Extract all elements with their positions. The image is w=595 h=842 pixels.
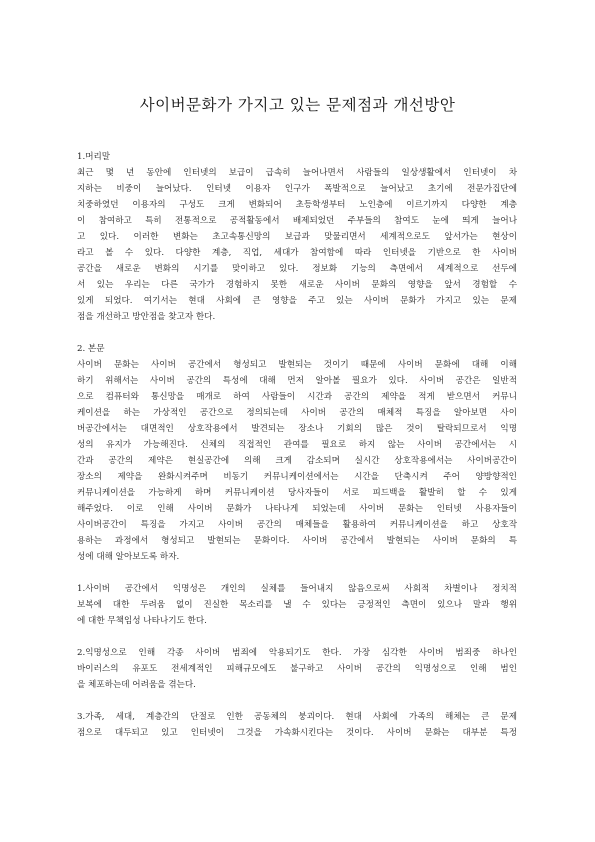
intro-line: 치중하였던 이용자의 구성도 크게 변화되어 초등학생부터 노인층에 이르기까지 다양한 계층 bbox=[77, 200, 517, 210]
intro-line: 서 있는 우리는 다른 국가가 경험하지 못한 새로운 사이버 문화의 영향을 앞서 경험할 수 bbox=[77, 280, 517, 290]
body-line: 사이버 문화는 사이버 공간에서 형성되고 발현되는 것이기 때문에 사이버 문화에 대해 이해 bbox=[77, 360, 517, 370]
paragraph-gap bbox=[77, 565, 517, 581]
intro-heading: 1.머리말 bbox=[77, 152, 111, 162]
intro-line: 최근 몇 년 동안에 인터넷의 보급이 급속히 늘어나면서 사람들의 일상생활에서 인터넷이 차 bbox=[77, 168, 517, 178]
intro-line: 이 참여하고 특히 전통적으로 공적활동에서 배제되었던 주부들의 참여도 눈에 띄게 늘어나 bbox=[77, 216, 517, 226]
intro-line: 공간을 새로운 변화의 시기를 맞이하고 있다. 정보화 기능의 측면에서 세계적으로 선두에 bbox=[77, 264, 517, 274]
intro-line: 있게 되었다. 여기서는 현대 사회에 큰 영향을 주고 있는 사이버 문화가 가지고 있는 문제 bbox=[77, 296, 517, 306]
body-line: 으로 컴퓨터와 통신망을 매개로 하여 사람들이 시간과 공간의 제약을 적게 받으면서 커뮤니 bbox=[77, 392, 517, 402]
body-line: 버공간에서는 대면적인 상호작용에서 발견되는 장소나 기회의 많은 것이 탈락되므로서 익명 bbox=[77, 424, 517, 434]
body-heading: 2. 본문 bbox=[77, 344, 105, 354]
intro-line: 지하는 비중이 늘어났다. 인터넷 이용자 인구가 폭발적으로 늘어났고 초기에 전문가집단에 bbox=[77, 184, 517, 194]
paragraph-gap bbox=[77, 629, 517, 645]
document-body bbox=[77, 149, 517, 741]
item1-line: 에 대한 무책임성 나타나기도 한다. bbox=[77, 616, 207, 626]
list-item-1 bbox=[77, 581, 517, 629]
body-line: 장소의 제약을 완화시켜주며 비동기 커뮤니케이션에서는 시간을 단축시켜 주어 양방향적인 bbox=[77, 472, 517, 482]
intro-paragraph bbox=[77, 165, 517, 325]
item1-line: 보복에 대한 두려움 없이 진실한 목소리를 낼 수 있다는 긍정적인 측면이 있으나 말과 행위 bbox=[77, 600, 517, 610]
body-paragraph bbox=[77, 357, 517, 565]
body-line: 용하는 과정에서 형성되고 발현되는 문화이다. 사이버 공간에서 발현되는 사이버 문화의 특 bbox=[77, 536, 517, 546]
item2-line: 바이러스의 유포도 전세계적인 피해규모에도 불구하고 사이버 공간의 익명성으로 인해 범인 bbox=[77, 664, 517, 674]
intro-line: 점을 개선하고 방안점을 찾고자 한다. bbox=[77, 312, 216, 322]
body-line: 하기 위해서는 사이버 공간의 특성에 대해 먼저 알아볼 필요가 있다. 사이버 공간은 일반적 bbox=[77, 376, 517, 386]
paragraph-gap bbox=[77, 693, 517, 709]
body-line: 성의 유지가 가능해진다. 신체의 직접적인 관여를 필요로 하지 않는 사이버 공간에서는 시 bbox=[77, 440, 517, 450]
item3-line: 3.가족, 세대, 계층간의 단절로 인한 공동체의 붕괴이다. 현대 사회에 가족의 해체는 큰 문제 bbox=[77, 712, 517, 722]
body-line: 성에 대해 알아보도록 하자. bbox=[77, 552, 180, 562]
body-line: 해주었다. 이로 인해 사이버 문화가 나타나게 되었는데 사이버 문화는 인터넷 사용자들이 bbox=[77, 504, 517, 514]
intro-line: 고 있다. 이러한 변화는 초고속통신망의 보급과 맞물리면서 세계적으로도 앞서가는 현상이 bbox=[77, 232, 517, 242]
item2-line: 2.익명성으로 인해 각종 사이버 범죄에 악용되기도 한다. 가장 심각한 사이버 범죄중 하나인 bbox=[77, 648, 517, 658]
body-line: 커뮤니케이션을 가능하게 하며 커뮤니케이션 당사자들이 서로 피드백을 활발히 할 수 있게 bbox=[77, 488, 517, 498]
body-line: 케이션을 하는 가상적인 공간으로 정의되는데 사이버 공간의 매체적 특징을 알아보면 사이 bbox=[77, 408, 517, 418]
document-title: 사이버문화가 가지고 있는 문제점과 개선방안 bbox=[139, 96, 456, 114]
list-item-2 bbox=[77, 645, 517, 693]
intro-line: 라고 볼 수 있다. 다양한 계층, 직업, 세대가 참여함에 따라 인터넷을 기반으로 한 사이버 bbox=[77, 248, 517, 258]
item1-line: 1.사이버 공간에서 익명성은 개인의 실체를 들어내지 않음으로써 사회적 차별이나 정치적 bbox=[77, 584, 517, 594]
body-line: 간과 공간의 제약은 현실공간에 의해 크게 감소되며 실시간 상호작용에서는 사이버공간이 bbox=[77, 456, 517, 466]
body-line: 사이버공간이 특징을 가지고 사이버 공간의 매체들을 활용하여 커뮤니케이션을 하고 상호작 bbox=[77, 520, 517, 530]
list-item-3 bbox=[77, 709, 517, 741]
item2-line: 을 체포하는데 어려움을 겪는다. bbox=[77, 680, 196, 690]
paragraph-gap bbox=[77, 325, 517, 341]
item3-line: 점으로 대두되고 있고 인터넷이 그것을 가속화시킨다는 것이다. 사이버 문화는 대부분 특정 bbox=[77, 728, 517, 738]
